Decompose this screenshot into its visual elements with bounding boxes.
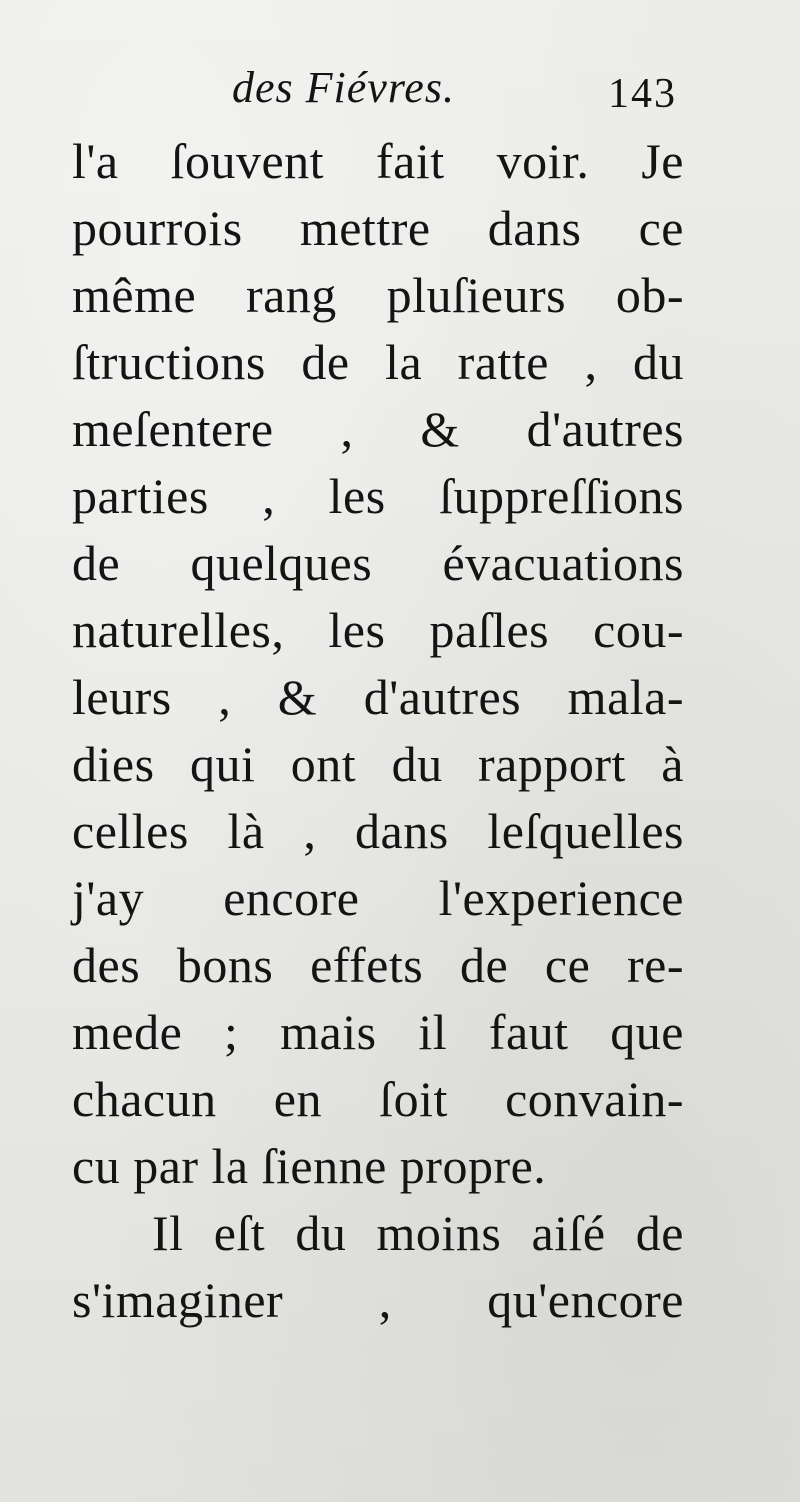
page-number: 143	[608, 71, 677, 117]
text-line: mede ; mais il faut que	[72, 1004, 684, 1060]
text-line: celles là , dans leſquelles	[72, 803, 684, 859]
text-line: parties , les ſuppreſſions	[72, 468, 684, 524]
text-line: cu par la ſienne propre.	[72, 1138, 547, 1194]
text-line: de quelques évacuations	[72, 535, 684, 591]
text-line: Il eſt du moins aiſé de	[152, 1205, 684, 1261]
text-line: pourrois mettre dans ce	[72, 200, 684, 256]
text-line: ſtructions de la ratte , du	[72, 334, 684, 390]
text-line: l'a ſouvent fait voir. Je	[72, 133, 684, 189]
text-line: dies qui ont du rapport à	[72, 736, 684, 792]
text-line: même rang pluſieurs ob-	[72, 267, 684, 323]
text-line: s'imaginer , qu'encore	[72, 1272, 684, 1328]
text-line: j'ay encore l'experience	[72, 870, 684, 926]
text-line: chacun en ſoit convain-	[72, 1071, 684, 1127]
text-line: leurs , & d'autres mala-	[72, 669, 684, 725]
running-head: des Fiévres.	[232, 63, 455, 112]
body-text	[72, 128, 684, 1334]
text-line: naturelles, les paſles cou-	[72, 602, 684, 658]
text-line: meſentere , & d'autres	[72, 401, 684, 457]
text-line: des bons effets de ce re-	[72, 937, 684, 993]
